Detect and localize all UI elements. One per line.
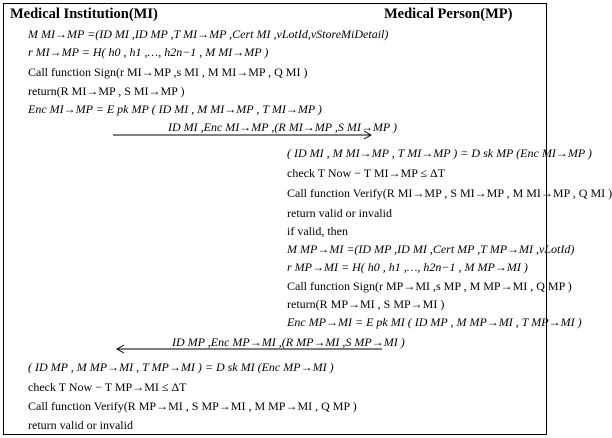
header-medical-institution: Medical Institution(MI) xyxy=(10,6,158,22)
mp-if-valid: if valid, then xyxy=(287,224,348,238)
mi-message-construction: M MI→MP =(ID MI ,ID MP ,T MI→MP ,Cert MI ,vLotId,vStoreMiDetail) xyxy=(28,27,389,41)
mi-verify-return: return valid or invalid xyxy=(28,418,133,432)
mi-timestamp-check: check T Now − T MP→MI ≤ ΔT xyxy=(28,380,187,394)
mp-timestamp-check: check T Now − T MI→MP ≤ ΔT xyxy=(287,166,446,180)
mp-verify-call: Call function Verify(R MI→MP , S MI→MP , M MI→MP , Q MI ) xyxy=(287,186,612,200)
arrow-mi-to-mp xyxy=(113,131,371,139)
arrow2-label: ID MP ,Enc MP→MI ,(R MP→MI ,S MP→MI ) xyxy=(172,335,405,349)
mi-sign-return: return(R MI→MP , S MI→MP ) xyxy=(28,84,185,98)
mp-message-construction: M MP→MI =(ID MP ,ID MI ,Cert MP ,T MP→MI ,vLotId) xyxy=(287,242,575,256)
mi-sign-call: Call function Sign(r MI→MP ,s MI , M MI→MP , Q MI ) xyxy=(28,65,308,79)
mp-verify-return: return valid or invalid xyxy=(287,206,392,220)
mi-decryption: ( ID MP , M MP→MI , T MP→MI ) = D sk MI (Enc MP→MI ) xyxy=(28,360,334,374)
mp-encryption: Enc MP→MI = E pk MI ( ID MP , M MP→MI , T MP→MI ) xyxy=(287,315,582,329)
arrow1-label: ID MI ,Enc MI→MP ,(R MI→MP ,S MI→MP ) xyxy=(168,120,397,134)
mi-verify-call: Call function Verify(R MP→MI , S MP→MI , M MP→MI , Q MP ) xyxy=(28,399,357,413)
mp-hash-computation: r MP→MI = H( h0 , h1 ,…, h2n−1 , M MP→MI ) xyxy=(287,260,528,274)
arrow-mp-to-mi xyxy=(117,345,382,353)
mp-sign-return: return(R MP→MI , S MP→MI ) xyxy=(287,297,445,311)
mp-sign-call: Call function Sign(r MP→MI ,s MP , M MP→MI , Q MP ) xyxy=(287,279,572,293)
mi-hash-computation: r MI→MP = H( h0 , h1 ,…, h2n−1 , M MI→MP ) xyxy=(28,45,269,59)
header-medical-person: Medical Person(MP) xyxy=(384,6,513,22)
mp-decryption: ( ID MI , M MI→MP , T MI→MP ) = D sk MP (Enc MI→MP ) xyxy=(287,146,592,160)
mi-encryption: Enc MI→MP = E pk MP ( ID MI , M MI→MP , T MI→MP ) xyxy=(28,102,322,116)
